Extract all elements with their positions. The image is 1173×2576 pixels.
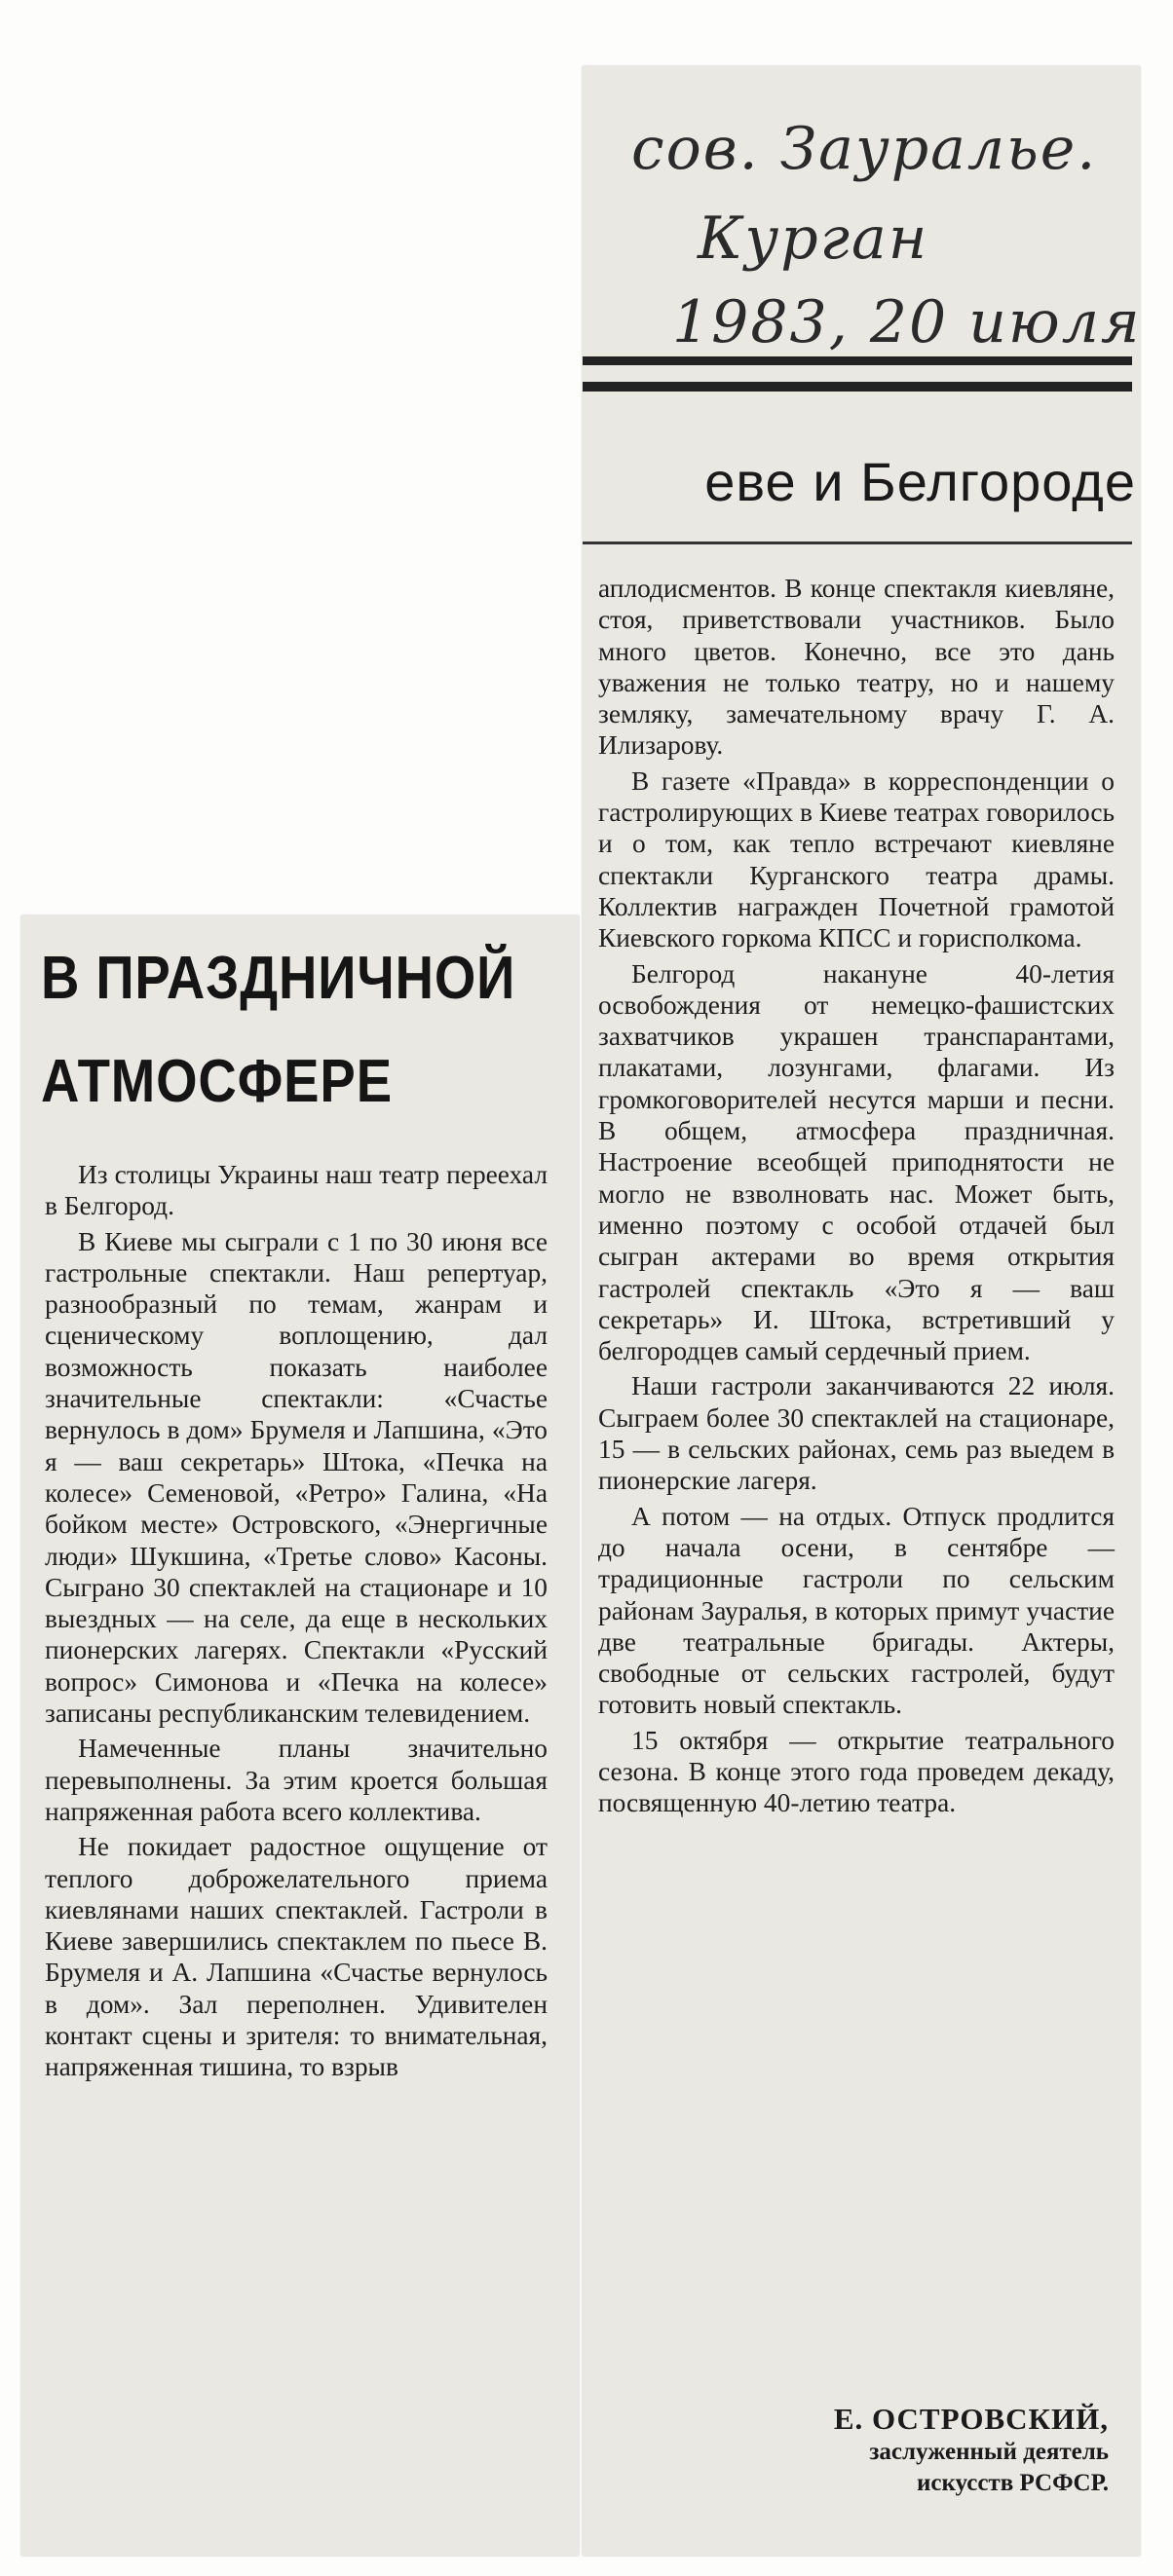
paragraph: В газете «Правда» в корреспонденции о гастролирующих в Киеве театрах говорилось и о том, как тепло встречают киевляне спектакли Курганского театра драмы. Коллектив награжден Почетной грамотой Киевского горкома КПСС и горисполкома.: [598, 765, 1115, 953]
article-right-column: [598, 573, 1115, 1823]
article-headline: [41, 927, 516, 1134]
paragraph: А потом — на отдых. Отпуск продлится до начала осени, в сентябре — традиционные гастроли по сельским районам Зауралья, в которых примут участие две театральные бригады. Актеры, свободные от сельских гастролей, будут готовить новый спектакль.: [598, 1501, 1115, 1720]
handwritten-note-line1: сов. Зауралье.: [631, 115, 1098, 183]
author-title-line2: искусств РСФСР.: [916, 2470, 1109, 2496]
headline-line1: В ПРАЗДНИЧНОЙ: [41, 945, 516, 1012]
handwritten-note-line2: Курган: [698, 205, 929, 273]
article-left-column: [45, 1159, 548, 2087]
masthead-rule-thick: [583, 356, 1132, 365]
author-name: Е. ОСТРОВСКИЙ,: [833, 2402, 1109, 2436]
author-title-line1: заслуженный деятель: [869, 2439, 1109, 2465]
paragraph: В Киеве мы сыграли с 1 по 30 июня все гастрольные спектакли. Наш репертуар, разнообразный по темам, жанрам и сценическому воплощению, дал возможность показать наиболее значительные спектакли: «Счастье вернулось в дом» Брумеля и Лапшина, «Это я — ваш секретарь» Штока, «Печка на колесе» Семеновой, «Ретро» Галина, «На бойком месте» Островского, «Энергичные люди» Шукшина, «Третье слово» Касоны. Сыграно 30 спектаклей на стационаре и 10 выездных — на селе, да еще в нескольких пионерских лагерях. Спектакли «Русский вопрос» Симонова и «Печка на колесе» записаны республиканским телевидением.: [45, 1226, 548, 1729]
paragraph: Из столицы Украины наш театр переехал в Белгород.: [45, 1160, 548, 1221]
paragraph: Не покидает радостное ощущение от теплого доброжелательного приема киевлянами наших спектаклей. Гастроли в Киеве завершились спектаклем по пьесе В. Брумеля и А. Лапшина «Счастье вернулось в дом». Зал переполнен. Удивителен контакт сцены и зрителя: то внимательная, напряженная тишина, то взрыв: [45, 1832, 548, 2082]
paragraph: Белгород накануне 40-летия освобождения от немецко-фашистских захватчиков украшен транспарантами, плакатами, лозунгами, флагами. Из громкоговорителей несутся марши и песни. В общем, атмосфера праздничная. Настроение всеобщей приподнятости не могло не взволновать нас. Может быть, именно поэтому с особой отдачей был сыгран актерами во время открытия гастролей спектакль «Это я — ваш секретарь» И. Штока, встретивший у белгородцев самый сердечный прием.: [598, 958, 1115, 1366]
paragraph: Намеченные планы значительно перевыполнены. За этим кроется большая напряженная работа всего коллектива.: [45, 1734, 548, 1826]
section-rule: [583, 541, 1132, 544]
author-signature: [682, 2402, 1109, 2499]
paragraph: Наши гастроли заканчиваются 22 июля. Сыграем более 30 спектаклей на стационаре, 15 — в сельских районах, семь раз выедем в пионерские лагеря.: [598, 1371, 1115, 1496]
headline-line2: АТМОСФЕРЕ: [41, 1048, 393, 1115]
section-heading: еве и Белгороде: [704, 451, 1136, 512]
handwritten-note-line3: 1983, 20 июля: [672, 288, 1142, 356]
masthead-rule-thick-2: [583, 382, 1132, 392]
paragraph: 15 октября — открытие театрального сезона. В конце этого года проведем декаду, посвященную 40-летию театра.: [598, 1725, 1115, 1818]
paragraph: аплодисментов. В конце спектакля киевляне, стоя, приветствовали участников. Было много цветов. Конечно, все это дань уважения не только театру, но и нашему земляку, замечательному врачу Г. А. Илизарову.: [598, 574, 1115, 761]
